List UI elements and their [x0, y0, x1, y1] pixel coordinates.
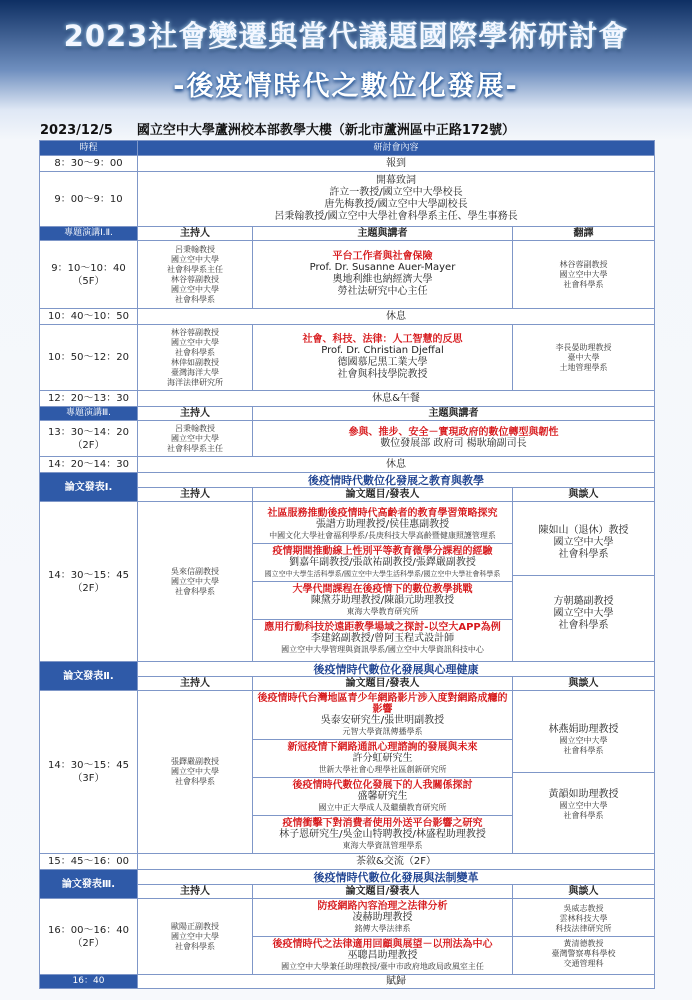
translator-cell	[513, 241, 655, 309]
discussant-header: 與談人	[513, 677, 655, 691]
discussant-cell	[513, 502, 655, 662]
keynote-header-row	[40, 227, 655, 241]
topic-title: 社會、科技、法律：人工智慧的反思	[302, 334, 463, 345]
discussant-line: 陳如山（退休）教授	[538, 525, 629, 536]
discussant-header: 與談人	[513, 885, 655, 899]
host-header: 主持人	[138, 677, 253, 691]
opening-speaker: 呂秉翰教授/國立空中大學社會科學系主任、學生事務長	[274, 211, 518, 222]
lunch-row	[40, 391, 655, 407]
closing-row	[40, 975, 655, 989]
break-cell: 休息&午餐	[138, 391, 655, 407]
time-cell	[40, 502, 138, 662]
paper-affiliation: 東海大學資訊管理學系	[342, 841, 423, 850]
host-line: 社會科學系	[175, 586, 215, 596]
discussant-line: 黃清德教授	[563, 939, 604, 948]
registration-cell: 報到	[138, 156, 655, 172]
paper-affiliation: 中國文化大學社會福利學系/長庚科技大學高齡暨健康照護管理系	[269, 531, 496, 540]
speaker-line: Prof. Dr. Susanne Auer-Mayer	[309, 262, 456, 273]
host-line: 吳來信副教授	[171, 566, 219, 576]
time-cell	[40, 241, 138, 309]
keynote-3-row	[40, 421, 655, 457]
translator-line: 國立空中大學	[559, 269, 608, 279]
translator-line: 林谷蓉副教授	[559, 259, 608, 269]
paper-affiliation: 國立空中大學管理與資訊學系/國立空中大學資訊科技中心	[281, 645, 484, 654]
paper-entry	[253, 620, 512, 657]
session-label: 論文發表Ⅱ.	[40, 662, 138, 691]
paper-entry	[253, 740, 512, 778]
translator-cell	[513, 325, 655, 391]
registration-row	[40, 156, 655, 172]
paper-entry	[253, 816, 512, 853]
paper-entry	[253, 506, 512, 544]
time-text: 16：00～16：40	[48, 924, 129, 936]
session-2-theme-row	[40, 662, 655, 677]
keynote-1-row	[40, 241, 655, 309]
host-line: 國立空中大學	[171, 254, 219, 264]
translator-line: 土地管理學系	[559, 362, 608, 372]
session-theme: 後疫情時代數位化發展之教育與教學	[138, 473, 655, 488]
papers-cell	[253, 899, 513, 975]
session-label: 論文發表Ⅲ.	[40, 870, 138, 899]
discussant-line: 臺灣警察專科學校	[551, 949, 616, 958]
paper-title: 大學代間課程在後疫情下的數位教學挑戰	[292, 584, 473, 595]
paper-entry	[253, 582, 512, 620]
discussant-line: 國立空中大學	[553, 608, 614, 619]
time-text: 14：30～15：45	[48, 760, 129, 771]
host-line: 國立空中大學	[171, 337, 219, 347]
opening-row	[40, 172, 655, 227]
topic-title: 平台工作者與社會保險	[332, 251, 433, 262]
papers-cell	[253, 502, 513, 662]
host-header: 主持人	[138, 885, 253, 899]
host-line: 國立空中大學	[171, 284, 219, 294]
paper-affiliation: 國立中正大學成人及繼續教育研究所	[318, 803, 447, 812]
discussant-line: 方朝璐副教授	[553, 596, 614, 607]
paper-title: 後疫情時代之法律適用回顧與展望－以刑法為中心	[272, 939, 493, 950]
time-cell: 10：50～12：20	[40, 325, 138, 391]
break-cell: 茶敘&交流（2F）	[138, 854, 655, 870]
host-line: 國立空中大學	[171, 931, 219, 941]
session-3-row	[40, 899, 655, 975]
host-line: 海洋法律研究所	[167, 377, 223, 387]
speaker-line: 奧地利維也納經濟大學	[332, 274, 433, 285]
room-text: （2F）	[72, 439, 105, 451]
discussant-line: 社會科學系	[558, 620, 609, 631]
keynote-label: 專題演講Ⅰ.Ⅱ.	[40, 227, 138, 241]
paper-authors: 吳泰安研究生/張世明副教授	[320, 715, 445, 726]
host-line: 國立空中大學	[171, 767, 219, 776]
discussant-line: 國立空中大學	[553, 537, 614, 548]
event-info	[40, 119, 539, 138]
paper-authors: 許分虹研究生	[352, 753, 413, 764]
session-3-theme-row	[40, 870, 655, 885]
break-row	[40, 457, 655, 473]
paper-header: 論文題目/發表人	[253, 885, 513, 899]
discussant-line: 科技法律研究所	[555, 924, 612, 933]
paper-entry	[253, 778, 512, 816]
opening-title: 開幕致詞	[376, 175, 416, 186]
paper-header: 論文題目/發表人	[253, 677, 513, 691]
host-line: 呂秉翰教授	[175, 244, 215, 254]
host-header: 主持人	[138, 488, 253, 502]
topic-title: 參與、推步、安全－實現政府的數位轉型與韌性	[348, 427, 559, 438]
paper-authors: 劉嘉年副教授/張歆祐副教授/張鐸嚴副教授	[289, 557, 476, 568]
paper-affiliation: 元智大學資訊傳播學系	[342, 727, 423, 736]
session-1-theme-row	[40, 473, 655, 488]
break-row	[40, 309, 655, 325]
host-line: 社會科學系主任	[167, 443, 223, 453]
session-theme: 後疫情時代數位化發展與心理健康	[138, 662, 655, 677]
host-line: 林倖如副教授	[171, 357, 219, 367]
speaker-line: 社會與科技學院教授	[337, 369, 428, 380]
host-line: 社會科學系	[175, 347, 215, 357]
discussant-line: 社會科學系	[563, 745, 604, 755]
opening-speaker: 唐先梅教授/國立空中大學副校長	[324, 199, 468, 210]
time-cell: 12：20～13：30	[40, 391, 138, 407]
time-cell	[40, 899, 138, 975]
room-text: （2F）	[72, 937, 105, 949]
paper-authors: 林子恩研究生/吳金山特聘教授/林盛程助理教授	[279, 829, 486, 840]
host-line: 林谷蓉副教授	[171, 327, 219, 337]
topic-cell	[253, 241, 513, 309]
paper-title: 疫情期間推動線上性別平等教育微學分課程的經驗	[272, 546, 493, 557]
topic-cell	[253, 421, 655, 457]
paper-title: 後疫情時代數位化發展下的人我關係探討	[292, 780, 473, 791]
schedule-table	[39, 140, 655, 989]
opening-speaker: 許立一教授/國立空中大學校長	[329, 187, 463, 198]
time-cell: 15：45～16：00	[40, 854, 138, 870]
discussant-header: 與談人	[513, 488, 655, 502]
paper-authors: 巫聰昌助理教授	[347, 950, 418, 961]
closing-cell: 賦歸	[138, 975, 655, 989]
tea-break-row	[40, 854, 655, 870]
translator-header: 翻譯	[513, 227, 655, 241]
col-time-header: 時程	[40, 141, 138, 156]
host-cell	[138, 241, 253, 309]
host-line: 社會科學系主任	[167, 264, 223, 274]
discussant-entry	[513, 937, 654, 971]
paper-authors: 張譜方助理教授/侯佳惠副教授	[315, 519, 450, 530]
conference-title: 2023社會變遷與當代議題國際學術研討會	[63, 19, 629, 53]
discussant-entry	[513, 511, 654, 576]
session-2-row	[40, 691, 655, 854]
host-cell	[138, 421, 253, 457]
keynote-3-header-row	[40, 407, 655, 421]
translator-line: 臺中大學	[567, 352, 600, 362]
host-line: 社會科學系	[175, 777, 215, 786]
paper-title: 應用行動科技於遠距教學場域之探討-以空大APP為例	[264, 622, 501, 633]
time-cell: 8：30～9：00	[40, 156, 138, 172]
time-cell: 16：40	[40, 975, 138, 989]
paper-header: 論文題目/發表人	[253, 488, 513, 502]
discussant-line: 社會科學系	[558, 549, 609, 560]
paper-title: 後疫情時代台灣地區青少年網路影片涉入度對網路成癮的影響	[257, 693, 508, 715]
host-line: 歐陽正副教授	[171, 921, 219, 931]
paper-affiliation: 世新大學社會心理學社區創新研究所	[318, 765, 447, 774]
topic-cell	[253, 325, 513, 391]
paper-authors: 盛馨研究生	[357, 791, 408, 802]
discussant-entry	[513, 576, 654, 652]
discussant-line: 國立空中大學	[559, 735, 608, 745]
speaker-line: 德國慕尼黑工業大學	[337, 357, 428, 368]
discussant-cell	[513, 691, 655, 854]
table-header-row	[40, 141, 655, 156]
time-cell: 9：00～9：10	[40, 172, 138, 227]
paper-affiliation: 國立空中大學生活科學系/國立空中大學生活科學系/國立空中大學社會科學系	[264, 570, 501, 578]
break-cell: 休息	[138, 309, 655, 325]
topic-header: 主題與講者	[253, 407, 655, 421]
topic-header: 主題與講者	[253, 227, 513, 241]
host-cell	[138, 502, 253, 662]
paper-title: 防疫網路內容治理之法律分析	[317, 901, 448, 912]
host-line: 社會科學系	[175, 941, 215, 951]
discussant-entry	[513, 773, 654, 837]
host-line: 國立空中大學	[171, 433, 219, 443]
time-cell: 10：40～10：50	[40, 309, 138, 325]
paper-authors: 凌赫助理教授	[352, 912, 413, 923]
conference-subtitle: -後疫情時代之數位化發展-	[173, 71, 519, 102]
time-text: 9：10～10：40	[51, 262, 126, 274]
session-label: 論文發表Ⅰ.	[40, 473, 138, 502]
host-cell	[138, 691, 253, 854]
event-venue: 國立空中大學蘆洲校本部教學大樓（新北市蘆洲區中正路172號）	[136, 123, 515, 138]
paper-entry	[253, 899, 512, 937]
time-text: 14：30～15：45	[48, 569, 129, 581]
discussant-line: 林燕娟助理教授	[548, 723, 619, 735]
host-cell	[138, 325, 253, 391]
session-theme: 後疫情時代數位化發展與法制變革	[138, 870, 655, 885]
discussant-line: 交通管理科	[563, 959, 604, 968]
paper-entry	[253, 937, 512, 974]
discussant-line: 雲林科技大學	[559, 914, 608, 923]
keynote-label: 專題演講Ⅲ.	[40, 407, 138, 421]
session-1-row	[40, 502, 655, 662]
host-header: 主持人	[138, 407, 253, 421]
host-line: 社會科學系	[175, 294, 215, 304]
host-cell	[138, 899, 253, 975]
discussant-line: 吳威志教授	[563, 904, 604, 913]
time-cell: 14：20～14：30	[40, 457, 138, 473]
paper-title: 疫情衝擊下對消費者使用外送平台影響之研究	[282, 818, 483, 829]
papers-cell	[253, 691, 513, 854]
paper-affiliation: 東海大學教育研究所	[346, 607, 419, 616]
time-cell	[40, 691, 138, 854]
paper-title: 社區服務推動後疫情時代高齡者的教育學習策略探究	[267, 508, 498, 519]
discussant-cell	[513, 899, 655, 975]
discussant-entry	[513, 902, 654, 937]
paper-authors: 李建銘副教授/曾阿玉程式設計師	[310, 633, 455, 644]
paper-affiliation: 銘傳大學法律系	[354, 924, 411, 933]
translator-line: 社會科學系	[563, 279, 604, 289]
translator-line: 李長晏助理教授	[555, 342, 612, 352]
paper-entry	[253, 544, 512, 582]
break-cell: 休息	[138, 457, 655, 473]
discussant-entry	[513, 708, 654, 773]
discussant-line: 黃韻如助理教授	[548, 788, 619, 800]
host-line: 國立空中大學	[171, 576, 219, 586]
speaker-line: Prof. Dr. Christian Djeffal	[321, 345, 444, 356]
time-text: 13：30～14：20	[48, 426, 129, 438]
room-text: （3F）	[72, 773, 105, 784]
page-header	[0, 0, 692, 110]
paper-title: 新冠疫情下網路通訊心理諮詢的發展與未來	[287, 742, 478, 753]
discussant-line: 社會科學系	[563, 810, 604, 820]
room-text: （2F）	[72, 582, 105, 594]
opening-cell	[138, 172, 655, 227]
paper-entry	[253, 691, 512, 740]
speaker-line: 勞社法研究中心主任	[337, 286, 428, 297]
event-date: 2023/12/5	[40, 123, 113, 138]
paper-affiliation: 國立空中大學兼任助理教授/臺中市政府地政局政風室主任	[281, 962, 484, 971]
keynote-2-row	[40, 325, 655, 391]
host-line: 林谷蓉副教授	[171, 274, 219, 284]
host-header: 主持人	[138, 227, 253, 241]
host-line: 張鐸嚴副教授	[171, 757, 219, 766]
host-line: 臺灣海洋大學	[171, 367, 219, 377]
room-text: （5F）	[72, 275, 105, 287]
col-content-header: 研討會內容	[138, 141, 655, 156]
speaker-line: 數位發展部 政府司 楊耿瑜副司長	[380, 438, 527, 449]
discussant-line: 國立空中大學	[559, 800, 608, 810]
time-cell	[40, 421, 138, 457]
paper-authors: 陳黛芬助理教授/陳韻元助理教授	[310, 595, 455, 606]
host-line: 呂秉翰教授	[175, 423, 215, 433]
